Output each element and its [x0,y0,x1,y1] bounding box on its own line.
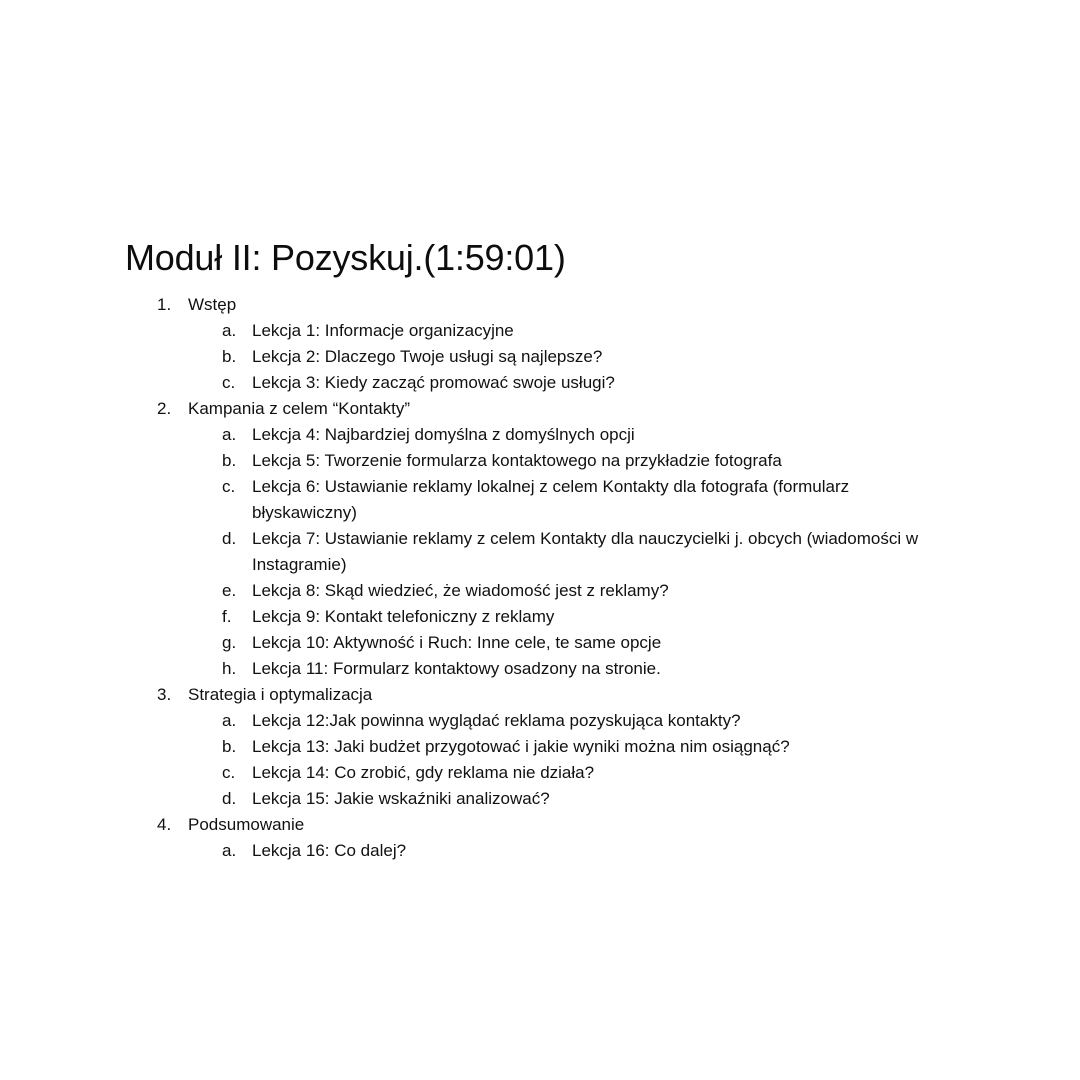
lesson-text: Lekcja 3: Kiedy zacząć promować swoje usługi? [252,373,615,392]
section-item [125,396,1025,422]
lesson-item [125,708,1025,734]
section-item [125,682,1025,708]
lesson-item [125,448,1025,474]
lesson-item [125,318,1025,344]
section-number: 2. [157,399,172,418]
lesson-item [125,734,1025,760]
lesson-letter: g. [222,633,237,652]
document [125,236,1025,864]
section-label: Podsumowanie [188,815,305,834]
lesson-item [125,630,1025,656]
lesson-item [125,526,1025,578]
lesson-text: Lekcja 6: Ustawianie reklamy lokalnej z celem Kontakty dla fotografa (formularz błyskawiczny) [252,477,850,522]
lesson-letter: b. [222,737,237,756]
lesson-letter: a. [222,321,237,340]
lesson-text: Lekcja 5: Tworzenie formularza kontaktowego na przykładzie fotografa [252,451,782,470]
lesson-item [125,370,1025,396]
lesson-letter: d. [222,529,237,548]
lesson-letter: c. [222,477,236,496]
lesson-item [125,422,1025,448]
lesson-letter: a. [222,841,237,860]
lesson-text: Lekcja 8: Skąd wiedzieć, że wiadomość jest z reklamy? [252,581,669,600]
lesson-letter: b. [222,451,237,470]
page-title: Moduł II: Pozyskuj.(1:59:01) [125,237,566,278]
lesson-letter: c. [222,373,236,392]
lesson-letter: h. [222,659,237,678]
lesson-text: Lekcja 9: Kontakt telefoniczny z reklamy [252,607,555,626]
section-number: 4. [157,815,172,834]
lesson-item [125,760,1025,786]
lesson-text: Lekcja 14: Co zrobić, gdy reklama nie działa? [252,763,595,782]
lesson-item [125,838,1025,864]
lesson-item [125,604,1025,630]
lesson-item [125,344,1025,370]
lesson-letter: a. [222,425,237,444]
lesson-item [125,656,1025,682]
lesson-text: Lekcja 16: Co dalej? [252,841,407,860]
section-label: Wstęp [188,295,237,314]
lesson-letter: c. [222,763,236,782]
lesson-letter: b. [222,347,237,366]
module-outline [125,292,1025,864]
lesson-text: Lekcja 15: Jakie wskaźniki analizować? [252,789,550,808]
lesson-item [125,578,1025,604]
section-label: Kampania z celem “Kontakty” [188,399,411,418]
lesson-text: Lekcja 1: Informacje organizacyjne [252,321,514,340]
lesson-letter: e. [222,581,237,600]
lesson-letter: d. [222,789,237,808]
lesson-item [125,474,1025,526]
section-item [125,292,1025,318]
section-label: Strategia i optymalizacja [188,685,373,704]
section-item [125,812,1025,838]
section-number: 3. [157,685,172,704]
lesson-text: Lekcja 10: Aktywność i Ruch: Inne cele, te same opcje [252,633,662,652]
lesson-text: Lekcja 4: Najbardziej domyślna z domyślnych opcji [252,425,635,444]
section-number: 1. [157,295,172,314]
lesson-letter: f. [222,607,232,626]
lesson-text: Lekcja 12:Jak powinna wyglądać reklama pozyskująca kontakty? [252,711,741,730]
lesson-text: Lekcja 2: Dlaczego Twoje usługi są najlepsze? [252,347,603,366]
lesson-letter: a. [222,711,237,730]
lesson-text: Lekcja 7: Ustawianie reklamy z celem Kontakty dla nauczycielki j. obcych (wiadomości w Instagramie) [252,529,919,574]
lesson-item [125,786,1025,812]
lesson-text: Lekcja 11: Formularz kontaktowy osadzony na stronie. [252,659,661,678]
lesson-text: Lekcja 13: Jaki budżet przygotować i jakie wyniki można nim osiągnąć? [252,737,790,756]
